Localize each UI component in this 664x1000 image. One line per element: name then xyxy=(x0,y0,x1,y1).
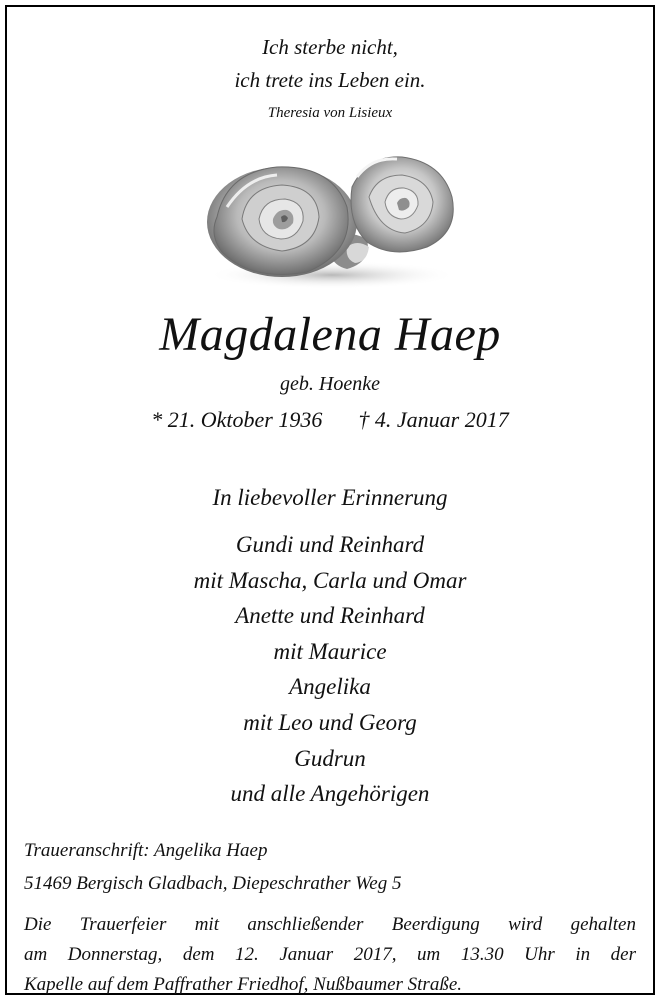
deceased-name: Magdalena Haep xyxy=(159,308,501,361)
quote-author: Theresia von Lisieux xyxy=(267,105,393,121)
quote-line-2: ich trete ins Leben ein. xyxy=(234,68,426,92)
quote-line-1: Ich sterbe nicht, xyxy=(262,35,398,59)
mourner-line: Angelika xyxy=(289,674,371,700)
memory-heading: In liebevoller Erinnerung xyxy=(212,485,448,510)
funeral-notice-line-3: Kapelle auf dem Paffrather Friedhof, Nußbaumer Straße. xyxy=(24,974,463,995)
funeral-notice-line-2: am Donnerstag, dem 12. Januar 2017, um 13.30 Uhr in der xyxy=(24,944,636,965)
mourner-line: Anette und Reinhard xyxy=(235,603,425,629)
address-line-1: Traueranschrift: Angelika Haep xyxy=(24,840,268,861)
roses-image xyxy=(197,147,467,292)
mourner-line: und alle Angehörigen xyxy=(230,781,430,807)
mourner-line: Gudrun xyxy=(294,745,366,771)
funeral-notice xyxy=(24,910,636,1000)
mourner-line: mit Mascha, Carla und Omar xyxy=(193,567,467,593)
mourner-line: mit Leo und Georg xyxy=(243,709,417,735)
mourner-line: Gundi und Reinhard xyxy=(235,532,425,557)
mourner-line: mit Maurice xyxy=(273,638,387,664)
mourners-list xyxy=(7,527,653,812)
life-dates xyxy=(7,407,653,433)
birth-date: * 21. Oktober 1936 xyxy=(151,407,323,432)
address-line-2: 51469 Bergisch Gladbach, Diepeschrather Weg 5 xyxy=(24,873,402,894)
obituary-notice xyxy=(5,5,655,995)
death-date: † 4. Januar 2017 xyxy=(358,407,509,432)
funeral-notice-line-1: Die Trauerfeier mit anschließender Beerdigung wird gehalten xyxy=(24,914,636,935)
birth-name: geb. Hoenke xyxy=(280,373,380,395)
